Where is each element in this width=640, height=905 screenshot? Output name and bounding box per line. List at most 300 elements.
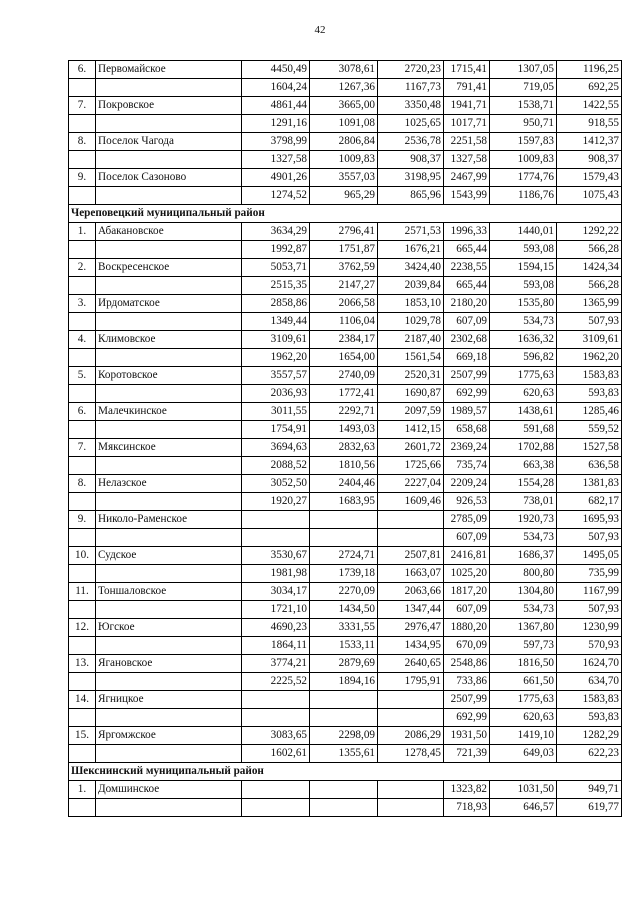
- value-cell: 2724,71: [310, 547, 378, 565]
- value-cell: 1422,55: [557, 97, 622, 115]
- settlement-name: [96, 313, 242, 331]
- value-cell: 2515,35: [242, 277, 310, 295]
- value-cell: 3557,57: [242, 367, 310, 385]
- value-cell: 1009,83: [310, 151, 378, 169]
- value-cell: 607,09: [444, 529, 490, 547]
- value-cell: 2720,23: [378, 61, 444, 79]
- value-cell: 593,83: [557, 709, 622, 727]
- value-cell: 1715,41: [444, 61, 490, 79]
- settlement-name: [96, 277, 242, 295]
- row-number: [69, 709, 96, 727]
- table-row: [69, 565, 622, 583]
- value-cell: 950,71: [490, 115, 557, 133]
- row-number: 4.: [69, 331, 96, 349]
- row-number: 7.: [69, 97, 96, 115]
- row-number: 3.: [69, 295, 96, 313]
- value-cell: 1602,61: [242, 745, 310, 763]
- table-row: [69, 421, 622, 439]
- row-number: [69, 493, 96, 511]
- row-number: [69, 421, 96, 439]
- value-cell: 2858,86: [242, 295, 310, 313]
- value-cell: 1291,16: [242, 115, 310, 133]
- value-cell: 2187,40: [378, 331, 444, 349]
- value-cell: 661,50: [490, 673, 557, 691]
- value-cell: [242, 709, 310, 727]
- settlement-name: Коротовское: [96, 367, 242, 385]
- value-cell: 2785,09: [444, 511, 490, 529]
- value-cell: 2548,86: [444, 655, 490, 673]
- value-cell: 692,99: [444, 385, 490, 403]
- section-title: Шекснинский муниципальный район: [69, 763, 622, 781]
- value-cell: 3052,50: [242, 475, 310, 493]
- value-cell: 2806,84: [310, 133, 378, 151]
- row-number: [69, 187, 96, 205]
- value-cell: 949,71: [557, 781, 622, 799]
- value-cell: 3424,40: [378, 259, 444, 277]
- value-cell: 507,93: [557, 529, 622, 547]
- settlement-name: Малечкинское: [96, 403, 242, 421]
- settlement-name: Климовское: [96, 331, 242, 349]
- value-cell: 663,38: [490, 457, 557, 475]
- value-cell: 2097,59: [378, 403, 444, 421]
- value-cell: 3109,61: [557, 331, 622, 349]
- value-cell: 1091,08: [310, 115, 378, 133]
- row-number: 10.: [69, 547, 96, 565]
- table-row: [69, 385, 622, 403]
- table-row: [69, 745, 622, 763]
- tariff-table: [68, 60, 622, 817]
- settlement-name: Домшинское: [96, 781, 242, 799]
- value-cell: 1754,91: [242, 421, 310, 439]
- value-cell: 1419,10: [490, 727, 557, 745]
- value-cell: 2238,55: [444, 259, 490, 277]
- value-cell: 1941,71: [444, 97, 490, 115]
- row-number: 9.: [69, 169, 96, 187]
- value-cell: 1440,01: [490, 223, 557, 241]
- value-cell: 800,80: [490, 565, 557, 583]
- settlement-name: [96, 637, 242, 655]
- table-row: [69, 151, 622, 169]
- value-cell: 2251,58: [444, 133, 490, 151]
- value-cell: 2832,63: [310, 439, 378, 457]
- row-number: [69, 115, 96, 133]
- value-cell: 1106,04: [310, 313, 378, 331]
- table-row: [69, 511, 622, 529]
- value-cell: 682,17: [557, 493, 622, 511]
- value-cell: 1992,87: [242, 241, 310, 259]
- value-cell: 1683,95: [310, 493, 378, 511]
- value-cell: 597,73: [490, 637, 557, 655]
- value-cell: 733,86: [444, 673, 490, 691]
- row-number: 9.: [69, 511, 96, 529]
- value-cell: 1654,00: [310, 349, 378, 367]
- value-cell: 1810,56: [310, 457, 378, 475]
- table-row: [69, 223, 622, 241]
- value-cell: 1365,99: [557, 295, 622, 313]
- value-cell: 2640,65: [378, 655, 444, 673]
- value-cell: 1347,44: [378, 601, 444, 619]
- value-cell: 1327,58: [444, 151, 490, 169]
- value-cell: 1278,45: [378, 745, 444, 763]
- value-cell: 2879,69: [310, 655, 378, 673]
- value-cell: 3078,61: [310, 61, 378, 79]
- value-cell: 658,68: [444, 421, 490, 439]
- table-row: [69, 277, 622, 295]
- value-cell: 2039,84: [378, 277, 444, 295]
- value-cell: 1304,80: [490, 583, 557, 601]
- value-cell: 1025,65: [378, 115, 444, 133]
- table-row: [69, 259, 622, 277]
- value-cell: 1438,61: [490, 403, 557, 421]
- settlement-name: [96, 187, 242, 205]
- table-row: [69, 655, 622, 673]
- value-cell: 1412,37: [557, 133, 622, 151]
- value-cell: 1775,63: [490, 367, 557, 385]
- row-number: 2.: [69, 259, 96, 277]
- table-row: [69, 457, 622, 475]
- row-number: [69, 799, 96, 817]
- value-cell: 2036,93: [242, 385, 310, 403]
- table-row: [69, 295, 622, 313]
- settlement-name: Абакановское: [96, 223, 242, 241]
- table-row: [69, 331, 622, 349]
- value-cell: 1894,16: [310, 673, 378, 691]
- settlement-name: [96, 799, 242, 817]
- value-cell: 1412,15: [378, 421, 444, 439]
- value-cell: 2066,58: [310, 295, 378, 313]
- row-number: [69, 529, 96, 547]
- value-cell: 596,82: [490, 349, 557, 367]
- value-cell: 1282,29: [557, 727, 622, 745]
- value-cell: 1230,99: [557, 619, 622, 637]
- value-cell: 591,68: [490, 421, 557, 439]
- settlement-name: Нелазское: [96, 475, 242, 493]
- value-cell: 4861,44: [242, 97, 310, 115]
- table-row: [69, 781, 622, 799]
- row-number: 12.: [69, 619, 96, 637]
- value-cell: 619,77: [557, 799, 622, 817]
- value-cell: 2520,31: [378, 367, 444, 385]
- row-number: 8.: [69, 133, 96, 151]
- settlement-name: [96, 709, 242, 727]
- table-row: [69, 601, 622, 619]
- value-cell: 1075,43: [557, 187, 622, 205]
- value-cell: 620,63: [490, 709, 557, 727]
- settlement-name: [96, 565, 242, 583]
- settlement-name: [96, 349, 242, 367]
- value-cell: 636,58: [557, 457, 622, 475]
- value-cell: 1535,80: [490, 295, 557, 313]
- value-cell: 2416,81: [444, 547, 490, 565]
- settlement-name: Тоншаловское: [96, 583, 242, 601]
- value-cell: 1381,83: [557, 475, 622, 493]
- value-cell: 2507,99: [444, 367, 490, 385]
- row-number: [69, 349, 96, 367]
- value-cell: 1751,87: [310, 241, 378, 259]
- settlement-name: [96, 745, 242, 763]
- settlement-name: Николо-Раменское: [96, 511, 242, 529]
- value-cell: 1543,99: [444, 187, 490, 205]
- table-row: [69, 619, 622, 637]
- value-cell: 1493,03: [310, 421, 378, 439]
- value-cell: 2384,17: [310, 331, 378, 349]
- value-cell: 3350,48: [378, 97, 444, 115]
- row-number: 14.: [69, 691, 96, 709]
- value-cell: 1962,20: [557, 349, 622, 367]
- value-cell: 634,70: [557, 673, 622, 691]
- value-cell: 3011,55: [242, 403, 310, 421]
- value-cell: 908,37: [378, 151, 444, 169]
- value-cell: 3798,99: [242, 133, 310, 151]
- value-cell: 2086,29: [378, 727, 444, 745]
- value-cell: 1775,63: [490, 691, 557, 709]
- value-cell: 1327,58: [242, 151, 310, 169]
- value-cell: 649,03: [490, 745, 557, 763]
- value-cell: [310, 709, 378, 727]
- settlement-name: [96, 385, 242, 403]
- settlement-name: [96, 151, 242, 169]
- value-cell: 1686,37: [490, 547, 557, 565]
- value-cell: 566,28: [557, 241, 622, 259]
- value-cell: 791,41: [444, 79, 490, 97]
- settlement-name: Югское: [96, 619, 242, 637]
- value-cell: [378, 799, 444, 817]
- value-cell: 1029,78: [378, 313, 444, 331]
- value-cell: [378, 691, 444, 709]
- settlement-name: Покровское: [96, 97, 242, 115]
- settlement-name: Воскресенское: [96, 259, 242, 277]
- value-cell: 1989,57: [444, 403, 490, 421]
- value-cell: 507,93: [557, 601, 622, 619]
- value-cell: 1624,70: [557, 655, 622, 673]
- value-cell: 607,09: [444, 313, 490, 331]
- value-cell: 718,93: [444, 799, 490, 817]
- value-cell: 1663,07: [378, 565, 444, 583]
- section-title: Череповецкий муниципальный район: [69, 205, 622, 223]
- value-cell: 2302,68: [444, 331, 490, 349]
- table-row: [69, 169, 622, 187]
- table-row: [69, 637, 622, 655]
- value-cell: 4690,23: [242, 619, 310, 637]
- value-cell: 665,44: [444, 241, 490, 259]
- value-cell: 1367,80: [490, 619, 557, 637]
- value-cell: [378, 529, 444, 547]
- value-cell: 1274,52: [242, 187, 310, 205]
- value-cell: 2507,81: [378, 547, 444, 565]
- value-cell: 692,25: [557, 79, 622, 97]
- value-cell: 3634,29: [242, 223, 310, 241]
- table-row: [69, 529, 622, 547]
- value-cell: 3331,55: [310, 619, 378, 637]
- value-cell: 926,53: [444, 493, 490, 511]
- value-cell: [310, 691, 378, 709]
- value-cell: 2467,99: [444, 169, 490, 187]
- table-row: [69, 439, 622, 457]
- value-cell: 534,73: [490, 313, 557, 331]
- value-cell: 2404,46: [310, 475, 378, 493]
- row-number: [69, 745, 96, 763]
- value-cell: 3109,61: [242, 331, 310, 349]
- value-cell: 593,08: [490, 241, 557, 259]
- row-number: 8.: [69, 475, 96, 493]
- row-number: 6.: [69, 403, 96, 421]
- value-cell: 593,08: [490, 277, 557, 295]
- value-cell: 665,44: [444, 277, 490, 295]
- value-cell: 1962,20: [242, 349, 310, 367]
- value-cell: 566,28: [557, 277, 622, 295]
- value-cell: 2369,24: [444, 439, 490, 457]
- value-cell: 3665,00: [310, 97, 378, 115]
- value-cell: 1186,76: [490, 187, 557, 205]
- value-cell: 1434,50: [310, 601, 378, 619]
- value-cell: 2796,41: [310, 223, 378, 241]
- table-row: [69, 241, 622, 259]
- value-cell: 1583,83: [557, 367, 622, 385]
- value-cell: 507,93: [557, 313, 622, 331]
- value-cell: [242, 799, 310, 817]
- value-cell: 3083,65: [242, 727, 310, 745]
- value-cell: 1721,10: [242, 601, 310, 619]
- row-number: 11.: [69, 583, 96, 601]
- settlement-name: Мяксинское: [96, 439, 242, 457]
- value-cell: 620,63: [490, 385, 557, 403]
- settlement-name: [96, 241, 242, 259]
- value-cell: 559,52: [557, 421, 622, 439]
- value-cell: 3557,03: [310, 169, 378, 187]
- value-cell: 1031,50: [490, 781, 557, 799]
- value-cell: 1307,05: [490, 61, 557, 79]
- value-cell: 1817,20: [444, 583, 490, 601]
- value-cell: 1609,46: [378, 493, 444, 511]
- row-number: 7.: [69, 439, 96, 457]
- value-cell: 3530,67: [242, 547, 310, 565]
- settlement-name: Первомайское: [96, 61, 242, 79]
- value-cell: 2601,72: [378, 439, 444, 457]
- table-row: [69, 547, 622, 565]
- settlement-name: [96, 457, 242, 475]
- value-cell: 1167,73: [378, 79, 444, 97]
- value-cell: 2740,09: [310, 367, 378, 385]
- table-row: [69, 61, 622, 79]
- value-cell: 1853,10: [378, 295, 444, 313]
- table-row: [69, 475, 622, 493]
- row-number: [69, 151, 96, 169]
- value-cell: 692,99: [444, 709, 490, 727]
- settlement-name: [96, 79, 242, 97]
- value-cell: [242, 511, 310, 529]
- table-row: [69, 187, 622, 205]
- value-cell: 1554,28: [490, 475, 557, 493]
- value-cell: 721,39: [444, 745, 490, 763]
- settlement-name: [96, 493, 242, 511]
- value-cell: 2180,20: [444, 295, 490, 313]
- value-cell: 1533,11: [310, 637, 378, 655]
- value-cell: 622,23: [557, 745, 622, 763]
- row-number: [69, 277, 96, 295]
- value-cell: 646,57: [490, 799, 557, 817]
- value-cell: [378, 781, 444, 799]
- row-number: 1.: [69, 781, 96, 799]
- table-row: [69, 367, 622, 385]
- value-cell: 735,99: [557, 565, 622, 583]
- table-row: [69, 403, 622, 421]
- table-row: [69, 673, 622, 691]
- value-cell: 3034,17: [242, 583, 310, 601]
- value-cell: 1025,20: [444, 565, 490, 583]
- table-row: [69, 709, 622, 727]
- value-cell: 1434,95: [378, 637, 444, 655]
- value-cell: 2298,09: [310, 727, 378, 745]
- settlement-name: [96, 529, 242, 547]
- settlement-name: [96, 673, 242, 691]
- value-cell: 607,09: [444, 601, 490, 619]
- value-cell: 1355,61: [310, 745, 378, 763]
- settlement-name: Ирдоматское: [96, 295, 242, 313]
- settlement-name: [96, 601, 242, 619]
- value-cell: 2270,09: [310, 583, 378, 601]
- row-number: [69, 313, 96, 331]
- value-cell: 1597,83: [490, 133, 557, 151]
- value-cell: 1424,34: [557, 259, 622, 277]
- value-cell: [378, 709, 444, 727]
- value-cell: 1702,88: [490, 439, 557, 457]
- value-cell: 1527,58: [557, 439, 622, 457]
- row-number: 6.: [69, 61, 96, 79]
- value-cell: 1323,82: [444, 781, 490, 799]
- row-number: [69, 241, 96, 259]
- value-cell: 3774,21: [242, 655, 310, 673]
- value-cell: 1725,66: [378, 457, 444, 475]
- row-number: [69, 79, 96, 97]
- table-row: [69, 313, 622, 331]
- value-cell: 4450,49: [242, 61, 310, 79]
- row-number: [69, 601, 96, 619]
- table-row: [69, 79, 622, 97]
- settlement-name: Поселок Чагода: [96, 133, 242, 151]
- value-cell: [242, 781, 310, 799]
- table-row: [69, 97, 622, 115]
- value-cell: 1349,44: [242, 313, 310, 331]
- value-cell: 2225,52: [242, 673, 310, 691]
- value-cell: [378, 511, 444, 529]
- value-cell: 2292,71: [310, 403, 378, 421]
- value-cell: 1690,87: [378, 385, 444, 403]
- table-row: [69, 133, 622, 151]
- value-cell: 2209,24: [444, 475, 490, 493]
- table-row: [69, 493, 622, 511]
- settlement-name: Ягницкое: [96, 691, 242, 709]
- value-cell: 1636,32: [490, 331, 557, 349]
- value-cell: 1495,05: [557, 547, 622, 565]
- value-cell: 1538,71: [490, 97, 557, 115]
- settlement-name: Судское: [96, 547, 242, 565]
- value-cell: 534,73: [490, 529, 557, 547]
- value-cell: [310, 529, 378, 547]
- value-cell: 2063,66: [378, 583, 444, 601]
- page-number: 42: [314, 24, 326, 36]
- value-cell: 738,01: [490, 493, 557, 511]
- value-cell: 669,18: [444, 349, 490, 367]
- settlement-name: Поселок Сазоново: [96, 169, 242, 187]
- value-cell: 735,74: [444, 457, 490, 475]
- value-cell: 1285,46: [557, 403, 622, 421]
- value-cell: 2507,99: [444, 691, 490, 709]
- section-row: [69, 205, 622, 223]
- table-row: [69, 691, 622, 709]
- value-cell: 1561,54: [378, 349, 444, 367]
- value-cell: 1920,73: [490, 511, 557, 529]
- value-cell: 534,73: [490, 601, 557, 619]
